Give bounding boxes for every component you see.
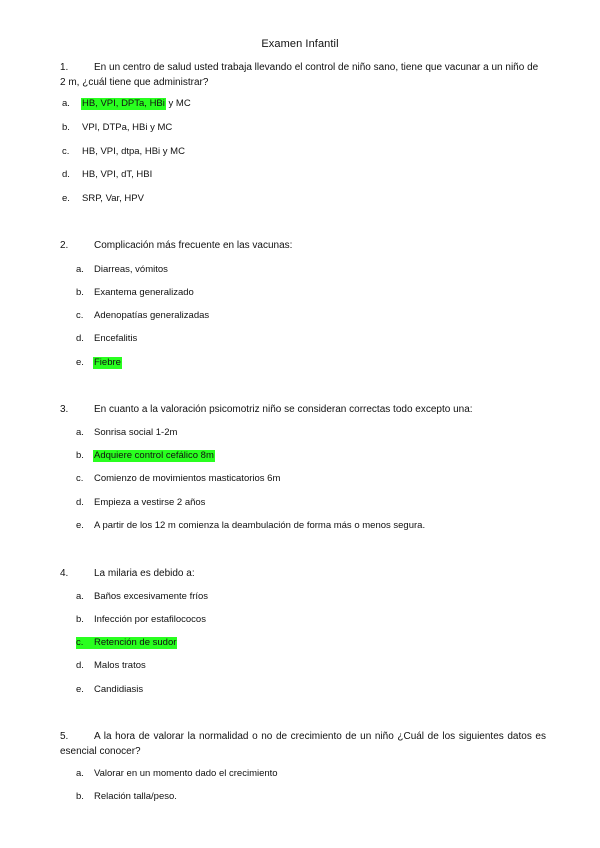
option-text: Valorar en un momento dado el crecimiento — [94, 768, 278, 779]
question-3 — [60, 402, 546, 417]
option-letter: a. — [76, 591, 84, 602]
option-letter: b. — [62, 122, 70, 133]
option-text: Diarreas, vómitos — [94, 264, 168, 275]
option-letter: c. — [76, 310, 84, 321]
option-text: Candidiasis — [94, 684, 144, 695]
question-3-option-d[interactable] — [76, 497, 206, 509]
question-4-option-e[interactable] — [76, 684, 144, 696]
question-1 — [60, 60, 546, 90]
option-letter: d. — [62, 169, 70, 180]
option-letter: a. — [76, 427, 84, 438]
question-3-option-e[interactable] — [76, 520, 426, 532]
option-highlight — [76, 637, 177, 649]
option-letter: e. — [76, 684, 84, 695]
question-number: 3. — [60, 404, 69, 415]
option-letter: a. — [62, 98, 70, 109]
question-text: En cuanto a la valoración psicomotriz niño se consideran correctas todo excepto una: — [94, 404, 473, 415]
question-4-option-a[interactable] — [76, 591, 209, 603]
option-text: Infección por estafilococos — [94, 614, 206, 625]
option-letter: d. — [76, 660, 84, 671]
option-text: VPI, DTPa, HBi y MC — [82, 122, 173, 133]
question-2-option-c[interactable] — [76, 310, 210, 322]
question-3-option-a[interactable] — [76, 427, 178, 439]
option-letter: c. — [76, 637, 84, 648]
option-letter: d. — [76, 497, 84, 508]
question-1-option-d[interactable] — [62, 169, 153, 181]
option-letter: b. — [76, 791, 84, 802]
option-text: HB, VPI, dT, HBI — [82, 169, 153, 180]
option-text: SRP, Var, HPV — [82, 193, 144, 204]
question-number: 4. — [60, 568, 69, 579]
option-letter: c. — [62, 146, 70, 157]
option-text: Exantema generalizado — [94, 287, 194, 298]
option-text: Encefalitis — [94, 333, 138, 344]
question-text: En un centro de salud usted trabaja llevando el control de niño sano, tiene que vacunar a un niño de 2 m, ¿cuál tiene que administrar? — [60, 62, 539, 88]
question-number: 2. — [60, 240, 69, 251]
question-3-option-c[interactable] — [76, 473, 281, 485]
option-letter: c. — [76, 473, 84, 484]
question-4 — [60, 566, 546, 581]
option-letter: e. — [76, 520, 84, 531]
question-2-option-d[interactable] — [76, 333, 138, 345]
option-text: Comienzo de movimientos masticatorios 6m — [94, 473, 281, 484]
option-text: Relación talla/peso. — [94, 791, 177, 802]
option-text-highlighted: Adquiere control cefálico 8m — [94, 450, 214, 461]
question-3-option-b[interactable] — [76, 450, 215, 462]
option-text: Malos tratos — [94, 660, 146, 671]
option-text: HB, VPI, dtpa, HBi y MC — [82, 146, 185, 157]
question-1-option-e[interactable] — [62, 193, 145, 205]
question-4-option-d[interactable] — [76, 660, 147, 672]
question-2-option-e[interactable] — [76, 357, 122, 369]
question-2-option-a[interactable] — [76, 264, 169, 276]
option-text-rest: y MC — [165, 98, 191, 109]
question-1-option-a[interactable] — [62, 98, 191, 110]
question-text: A la hora de valorar la normalidad o no de crecimiento de un niño ¿Cuál de los siguientes datos es esencial conocer? — [60, 731, 546, 757]
question-4-option-b[interactable] — [76, 614, 207, 626]
question-1-option-c[interactable] — [62, 146, 186, 158]
question-2-option-b[interactable] — [76, 287, 195, 299]
option-letter: b. — [76, 450, 84, 461]
option-text-highlighted: HB, VPI, DPTa, HBi — [82, 98, 165, 109]
question-2 — [60, 238, 546, 253]
question-5-option-a[interactable] — [76, 768, 279, 780]
option-text-highlighted: Retención de sudor — [94, 637, 177, 648]
option-text: Adenopatías generalizadas — [94, 310, 210, 321]
option-letter: a. — [76, 768, 84, 779]
option-text: Sonrisa social 1-2m — [94, 427, 178, 438]
option-letter: b. — [76, 287, 84, 298]
question-1-option-b[interactable] — [62, 122, 173, 134]
option-letter: e. — [62, 193, 70, 204]
question-number: 1. — [60, 62, 69, 73]
option-letter: b. — [76, 614, 84, 625]
option-text: Baños excesivamente fríos — [94, 591, 209, 602]
option-letter: e. — [76, 357, 84, 368]
question-4-option-c[interactable] — [76, 637, 177, 649]
question-5 — [60, 729, 546, 759]
question-number: 5. — [60, 731, 69, 742]
option-text: A partir de los 12 m comienza la deambulación de forma más o menos segura. — [94, 520, 426, 531]
question-text: La milaria es debido a: — [94, 568, 195, 579]
page-title: Examen Infantil — [261, 38, 339, 50]
option-text: Empieza a vestirse 2 años — [94, 497, 206, 508]
question-5-option-b[interactable] — [76, 791, 178, 803]
option-letter: d. — [76, 333, 84, 344]
question-text: Complicación más frecuente en las vacunas: — [94, 240, 293, 251]
option-letter: a. — [76, 264, 84, 275]
option-text-highlighted: Fiebre — [94, 357, 121, 368]
